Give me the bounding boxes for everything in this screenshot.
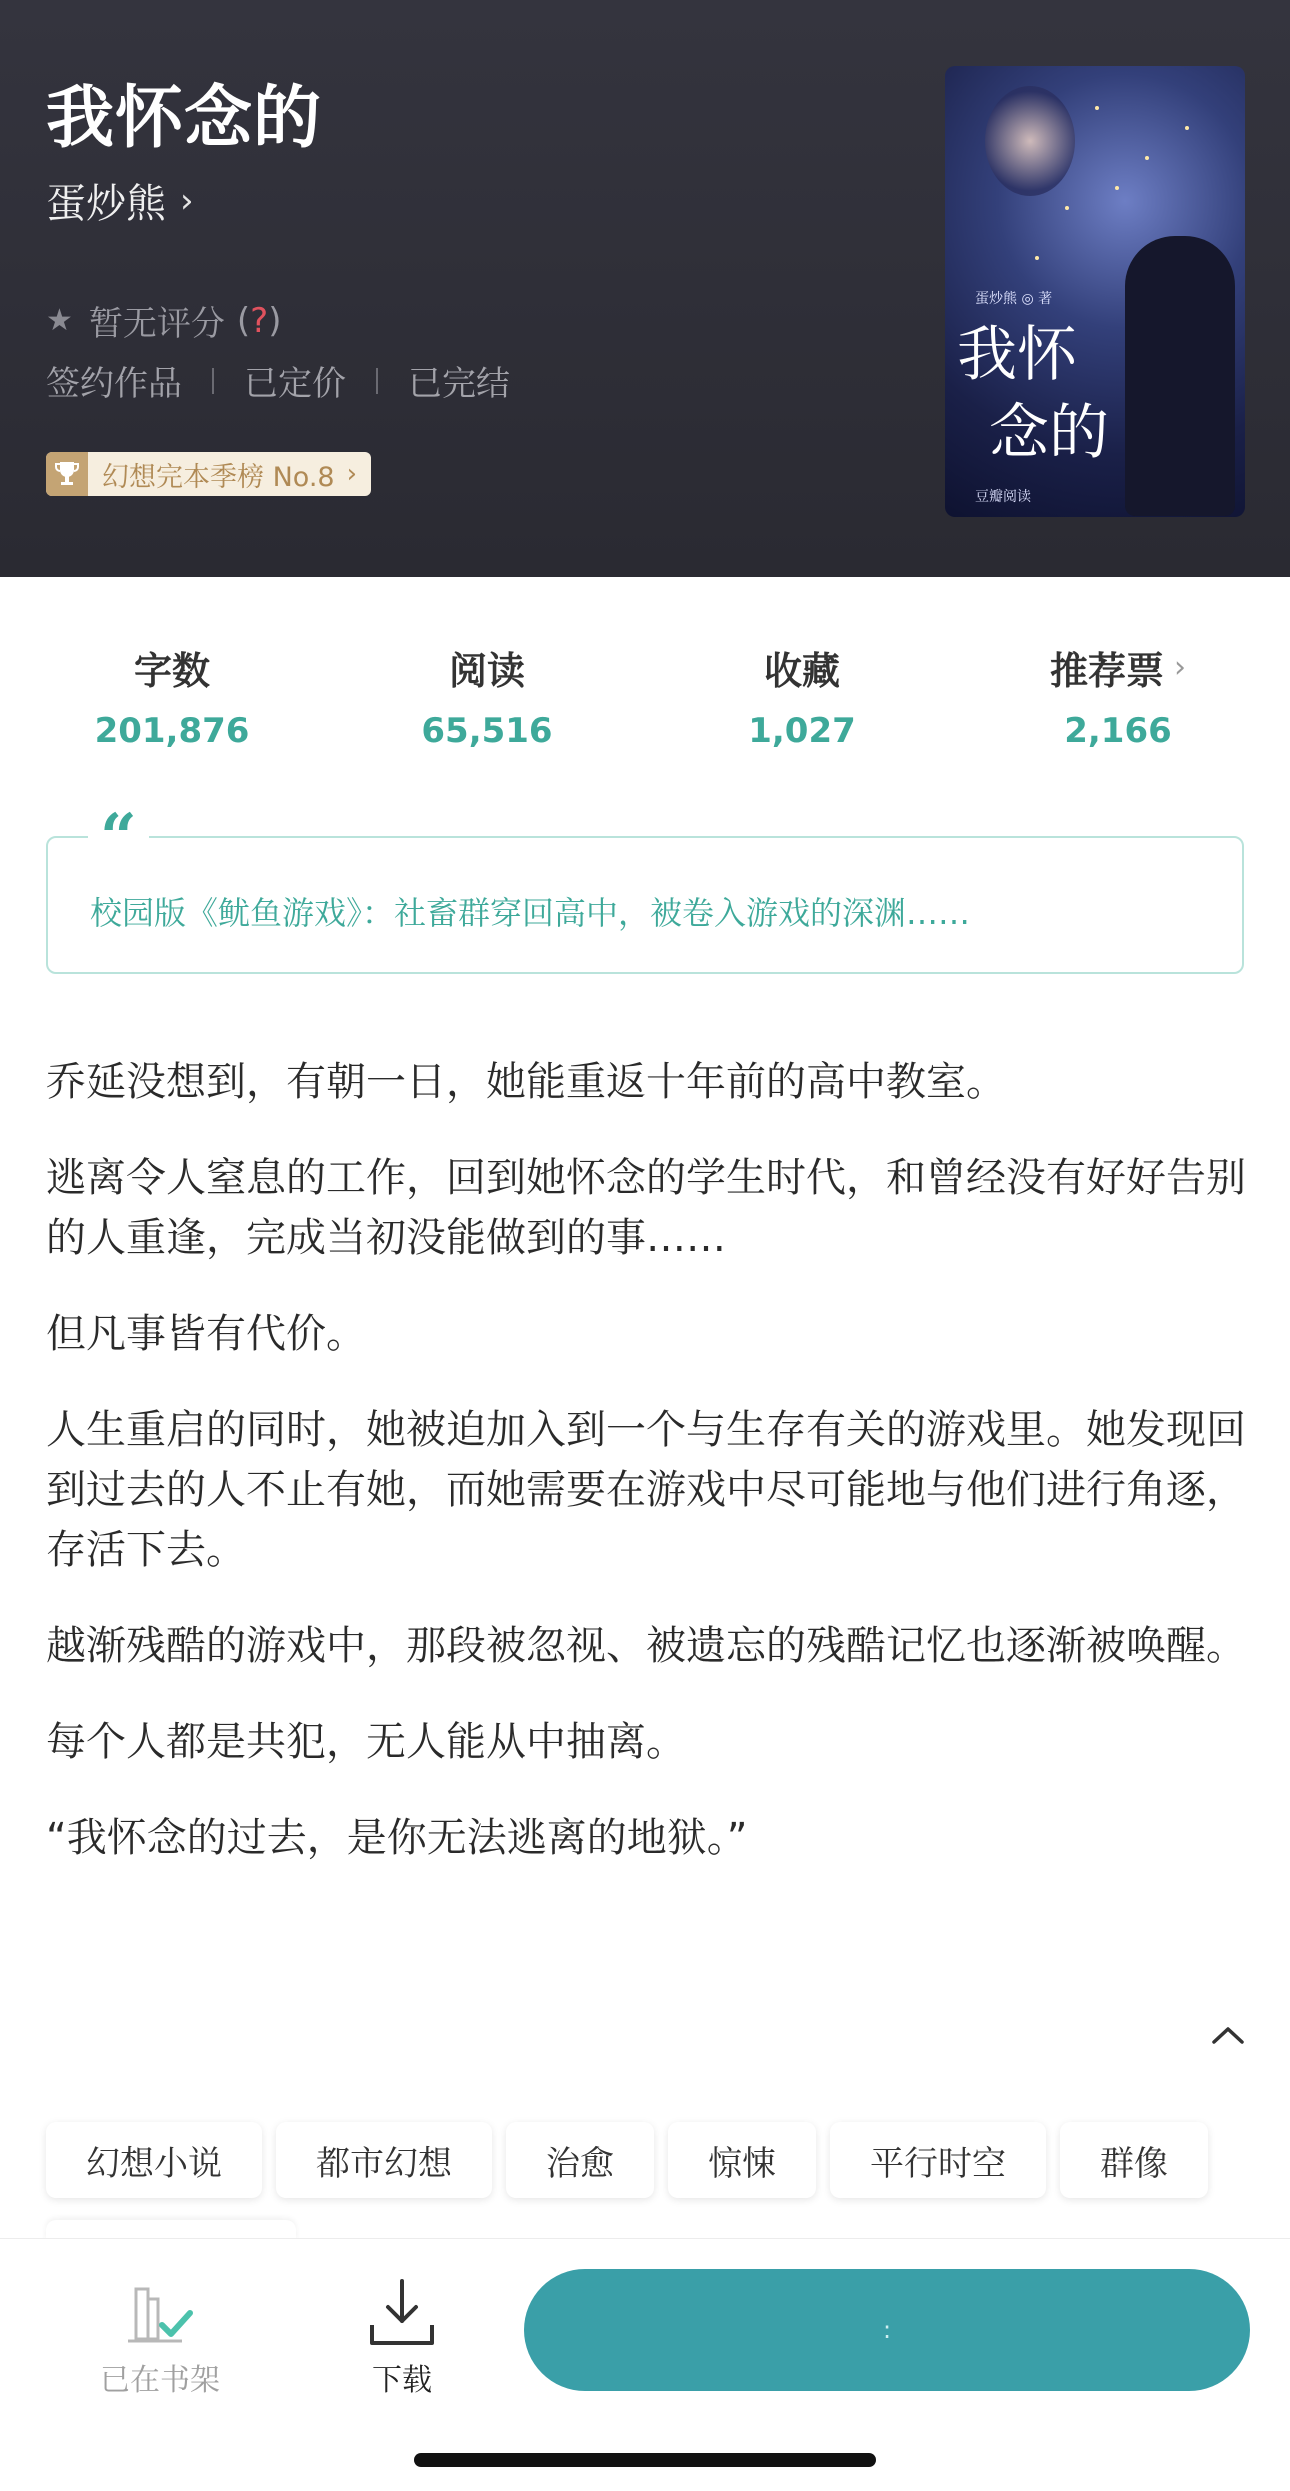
stat-recommend-votes[interactable] [968,640,1268,751]
cover-title [957,316,1109,472]
cover-star [1065,206,1069,210]
tag-item[interactable]: 都市幻想 [276,2122,492,2198]
cover-title-line2: 念的 [989,398,1109,468]
book-title: 我怀念的 [46,79,323,158]
synopsis-paragraph: 乔延没想到，有朝一日，她能重返十年前的高中教室。 [46,1059,1006,1105]
tag-item[interactable]: 治愈 [506,2122,654,2198]
stat-value: 2,166 [1064,711,1172,751]
read-button[interactable] [524,2269,1250,2391]
meta-completed: 已完结 [408,364,510,404]
stat-label-text: 推荐票 [1049,649,1164,693]
book-meta [46,356,510,405]
chevron-right-icon: › [1174,650,1186,685]
meta-signed: 签约作品 [46,364,182,404]
book-header [0,0,1290,577]
download-label: 下载 [372,2363,432,2398]
tag-item[interactable]: 群像 [1060,2122,1208,2198]
synopsis-paragraph: “我怀念的过去，是你无法逃离的地狱。” [46,1815,748,1861]
chevron-right-icon: › [346,459,357,489]
tag-list [46,2122,1222,2198]
cover-star [1115,186,1119,190]
stat-value: 1,027 [748,711,856,751]
stat-value: 201,876 [94,711,250,751]
home-indicator [414,2453,876,2467]
cover-figure-left [985,86,1075,196]
rating-paren-close: ) [268,300,282,341]
rating-help[interactable] [237,301,282,341]
rank-badge-label: 幻想完本季榜 No.8 [102,461,335,493]
stat-favorites [652,640,952,751]
tag-item[interactable]: 惊悚 [668,2122,816,2198]
cover-star [1145,156,1149,160]
download-icon [302,2271,502,2351]
cover-publisher: 豆瓣阅读 [975,489,1031,505]
cover-figure-right [1125,236,1235,516]
cover-title-line1: 我怀 [957,320,1077,390]
rank-badge[interactable] [46,452,371,496]
cover-star [1035,256,1039,260]
collapse-chevron-up-icon[interactable] [1210,2016,1246,2054]
cover-star [1185,126,1189,130]
meta-divider [376,368,378,394]
stat-label [968,640,1268,695]
tag-item[interactable]: 平行时空 [830,2122,1046,2198]
rating-row [46,296,281,345]
tagline-text: 校园版《鱿鱼游戏》：社畜群穿回高中，被卷入游戏的深渊…… [90,894,971,932]
stats-row [0,640,1290,760]
synopsis-paragraph: 每个人都是共犯，无人能从中抽离。 [46,1719,686,1765]
star-icon: ★ [46,303,73,338]
meta-divider [212,368,214,394]
stat-word-count [22,640,322,751]
tagline-box [46,800,1244,974]
stat-label [22,640,322,695]
help-icon: ? [250,300,269,341]
author-name: 蛋炒熊 [46,181,166,227]
synopsis-paragraph: 人生重启的同时，她被迫加入到一个与生存有关的游戏里。她发现回到过去的人不止有她，而她需要在游戏中尽可能地与他们进行角逐，存活下去。 [46,1407,1246,1573]
chevron-right-icon: › [180,180,194,221]
stat-label-text: 收藏 [763,649,840,693]
stat-label [337,640,637,695]
stat-label [652,640,952,695]
synopsis-paragraph: 逃离令人窒息的工作，回到她怀念的学生时代，和曾经没有好好告别的人重逢，完成当初没能做到的事…… [46,1155,1246,1261]
synopsis-paragraph: 越渐残酷的游戏中，那段被忽视、被遗忘的残酷记忆也逐渐被唤醒。 [46,1623,1246,1669]
author-link[interactable] [46,172,194,229]
meta-priced: 已定价 [244,364,346,404]
stat-value: 65,516 [421,711,553,751]
cover-star [1095,106,1099,110]
trophy-icon [46,452,88,496]
stat-reads [337,640,637,751]
stat-label-text: 字数 [133,649,210,693]
synopsis-paragraph: 但凡事皆有代价。 [46,1311,366,1357]
bookshelf-label: 已在书架 [100,2363,220,2398]
tag-item[interactable]: 幻想小说 [46,2122,262,2198]
rating-paren-open: ( [236,300,251,341]
download-button[interactable] [302,2271,502,2399]
book-cover[interactable] [945,66,1245,517]
quote-icon: “ [88,816,149,860]
cover-author: 蛋炒熊 ◎ 著 [975,291,1053,307]
stat-label-text: 阅读 [448,649,525,693]
bookshelf-button[interactable] [60,2271,260,2399]
synopsis [46,1052,1246,1904]
read-button-label: : [882,2316,892,2344]
bookshelf-check-icon [60,2271,260,2351]
bottom-action-bar [0,2238,1290,2491]
rating-text: 暂无评分 [88,304,225,344]
